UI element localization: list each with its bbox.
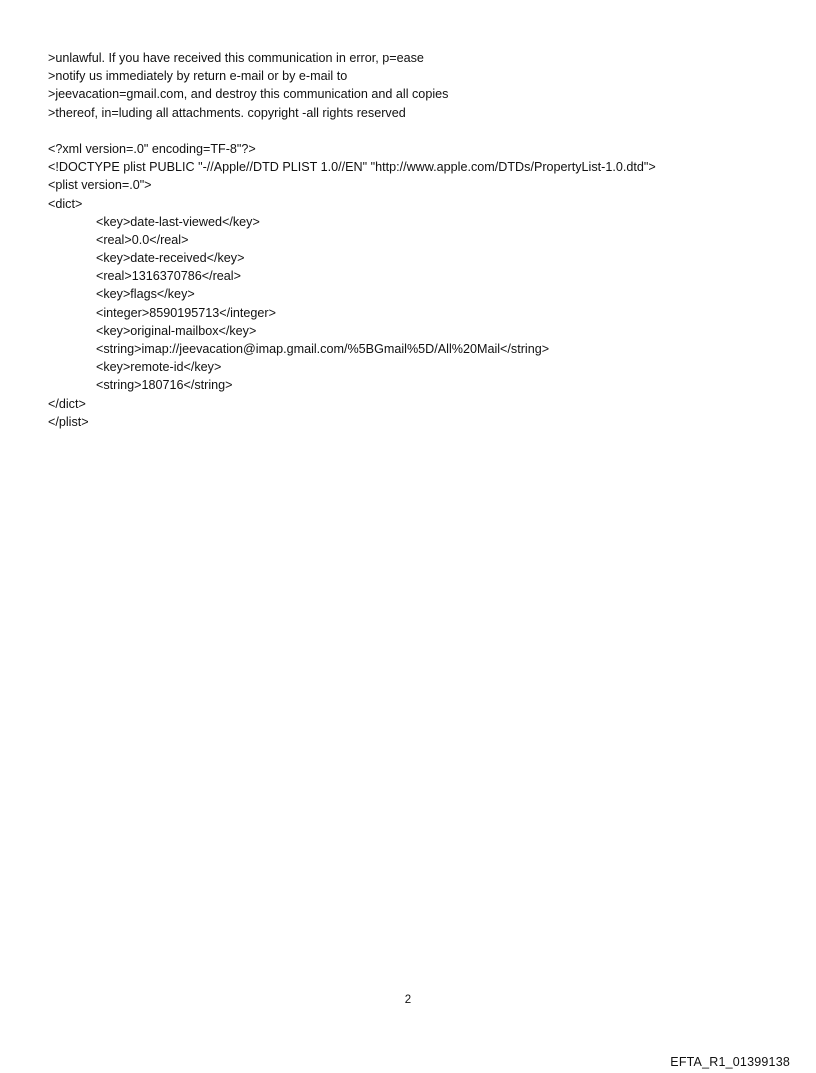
plist-close-tag: </plist>: [48, 414, 89, 429]
plist-entry: <key>flags</key>: [96, 287, 195, 302]
plist-open-tag: <plist version=.0">: [48, 178, 152, 193]
dict-open-tag: <dict>: [48, 196, 83, 211]
plist-entry: <string>imap://jeevacation@imap.gmail.com/%5BGmail%5D/All%20Mail</string>: [96, 342, 550, 356]
disclaimer-line: >jeevacation=gmail.com, and destroy this communication and all copies: [48, 87, 449, 102]
plist-entry: <real>1316370786</real>: [96, 269, 241, 284]
plist-entry: <key>date-received</key>: [96, 251, 245, 266]
document-id-stamp: EFTA_R1_01399138: [670, 1055, 790, 1069]
dict-close-tag: </dict>: [48, 396, 86, 411]
plist-entry: <real>0.0</real>: [96, 232, 189, 247]
disclaimer-line: >thereof, in=luding all attachments. copyright -all rights reserved: [48, 105, 406, 120]
doctype-line: <!DOCTYPE plist PUBLIC "-//Apple//DTD PLIST 1.0//EN" "http://www.apple.com/DTDs/PropertyList-1.0.dtd">: [48, 160, 656, 175]
disclaimer-line: >unlawful. If you have received this communication in error, p=ease: [48, 51, 424, 65]
plist-entry: <key>remote-id</key>: [96, 360, 222, 375]
page-number: 2: [404, 994, 412, 1006]
plist-entry: <integer>8590195713</integer>: [96, 305, 276, 320]
plist-entry: <key>original-mailbox</key>: [96, 323, 257, 338]
blank-line: [48, 122, 788, 140]
document-body: [48, 49, 788, 431]
disclaimer-line: >notify us immediately by return e-mail or by e-mail to: [48, 69, 348, 84]
xml-declaration: <?xml version=.0" encoding=TF-8"?>: [48, 141, 256, 156]
plist-entry: <key>date-last-viewed</key>: [96, 214, 260, 229]
plist-entry: <string>180716</string>: [96, 378, 233, 393]
